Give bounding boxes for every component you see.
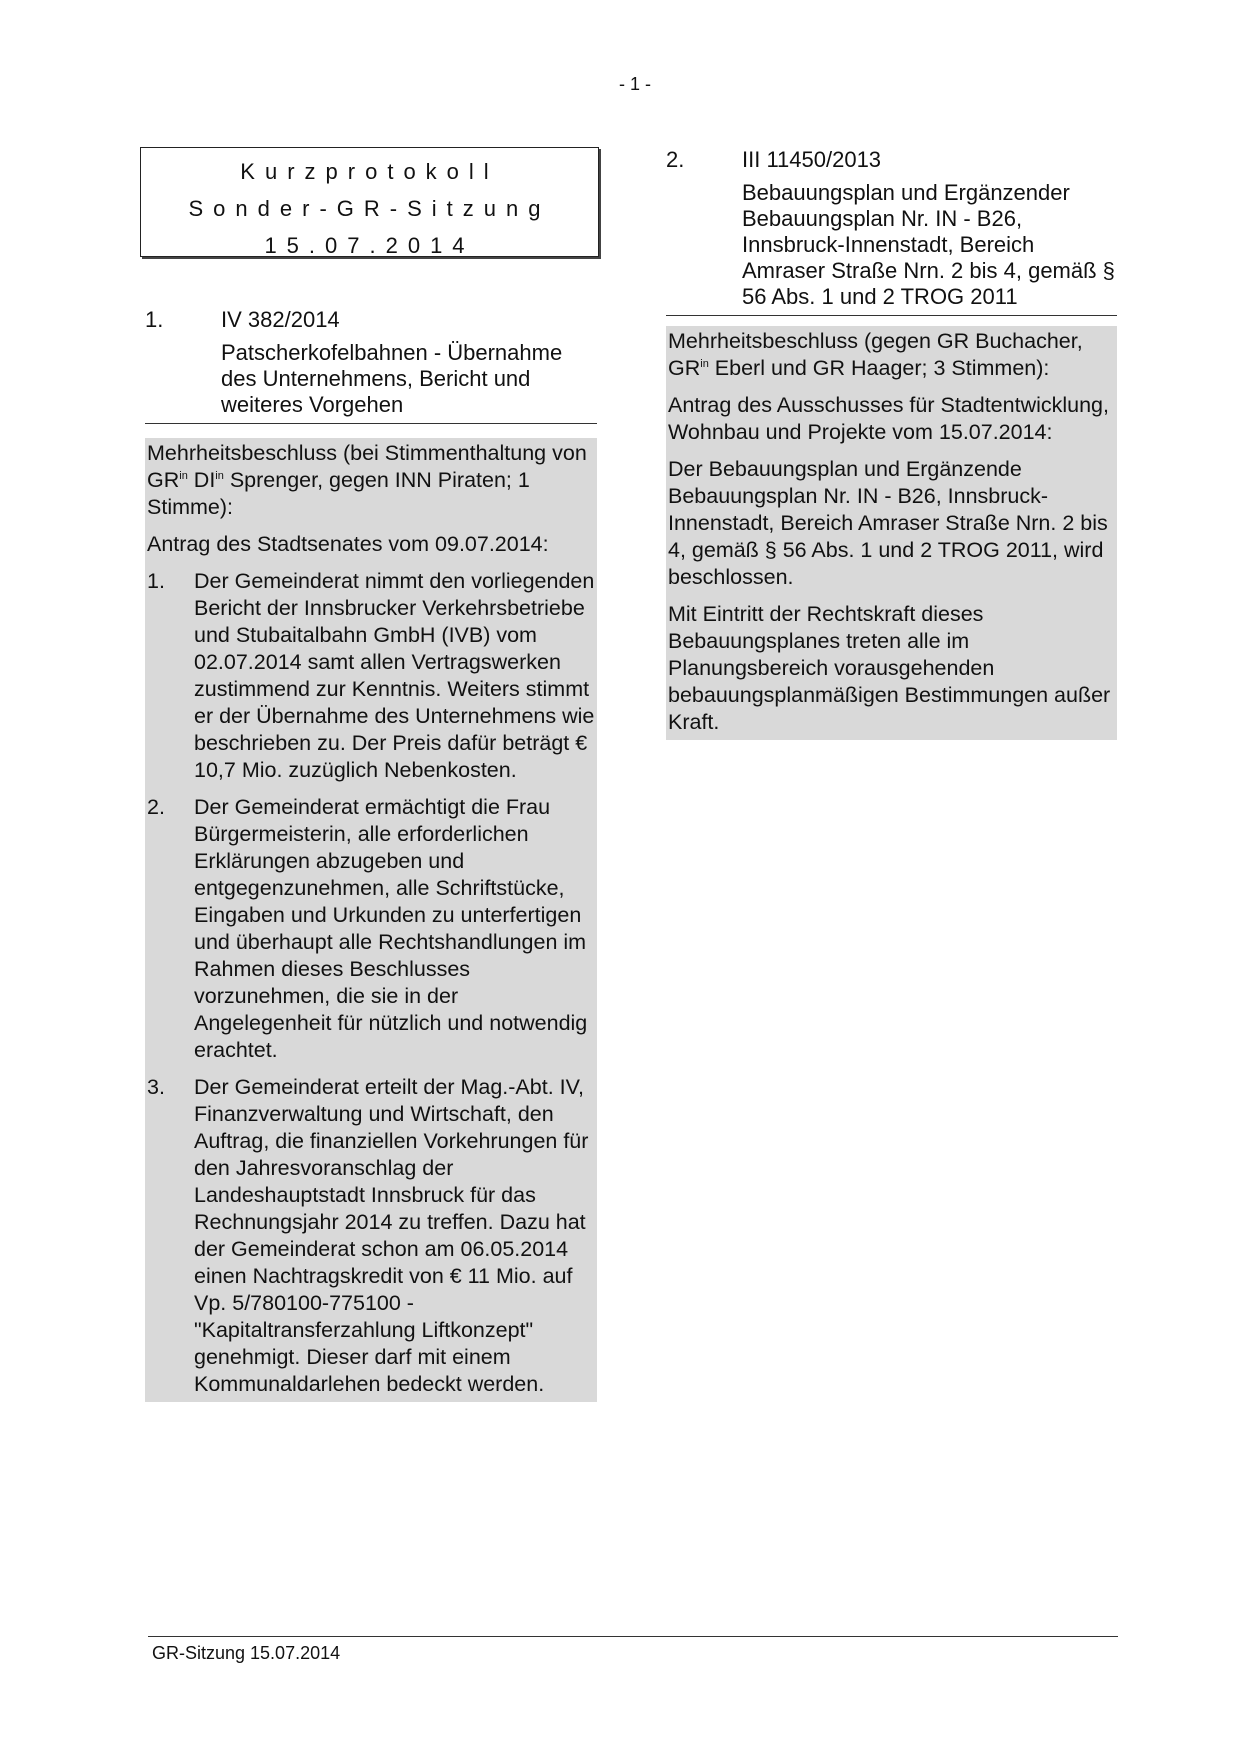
item-title: Patscherkofelbahnen - Übernahme des Unternehmens, Bericht und weiteres Vorgehen <box>221 340 563 417</box>
decision-text: Der Bebauungsplan und Ergänzende Bebauungsplan Nr. IN - B26, Innsbruck-Innenstadt, Bereich Amraser Straße Nrn. 2 bis 4, gemäß § 56 Abs. 1 und 2 TROG 2011, wird beschlossen. <box>668 457 1108 589</box>
footer-text: GR-Sitzung 15.07.2014 <box>152 1643 341 1663</box>
item-reference: IV 382/2014 <box>221 307 340 332</box>
footer-divider <box>148 1636 1118 1637</box>
divider <box>666 315 1117 316</box>
effect-text: Mit Eintritt der Rechtskraft dieses Bebauungsplanes treten alle im Planungsbereich vorausgehenden bebauungsplanmäßigen Bestimmungen außer Kraft. <box>668 602 1111 734</box>
item-title: Bebauungsplan und Ergänzender Bebauungsplan Nr. IN - B26, Innsbruck-Innenstadt, Bereich Amraser Straße Nrn. 2 bis 4, gemäß § 56 Abs. 1 und 2 TROG 2011 <box>742 180 1115 309</box>
list-item: 3. Der Gemeinderat erteilt der Mag.-Abt. IV, Finanzverwaltung und Wirtschaft, den Auftrag, die finanziellen Vorkehrungen für den Jahresvoranschlag der Landeshauptstadt Innsbruck für das Rechnungsjahr 2014 zu treffen. Dazu hat der Gemeinderat schon am 06.05.2014 einen Nachtragskredit von € 11 Mio. auf Vp. 5/780100-775100 - "Kapitaltransferzahlung Liftkonzept" genehmigt. Dieser darf mit einem Kommunaldarlehen bedeckt werden. <box>147 1075 589 1396</box>
divider <box>145 423 597 424</box>
item-number: 2. <box>666 147 685 172</box>
item-reference: III 11450/2013 <box>742 147 882 172</box>
agenda-item-2 <box>666 146 1117 740</box>
title-box <box>140 147 599 257</box>
motion-heading: Antrag des Stadtsenates vom 09.07.2014: <box>147 532 549 556</box>
list-item: 2. Der Gemeinderat ermächtigt die Frau Bürgermeisterin, alle erforderlichen Erklärungen abzugeben und entgegenzunehmen, alle Schriftstücke, Eingaben und Urkunden zu unterfertigen und überhaupt alle Rechtshandlungen im Rahmen dieses Beschlusses vorzunehmen, die sie in der Angelegenheit für nützlich und notwendig erachtet. <box>147 795 588 1062</box>
title-line-3: 15.07.2014 <box>264 233 475 258</box>
list-item: 1. Der Gemeinderat nimmt den vorliegenden Bericht der Innsbrucker Verkehrsbetriebe und Stubaitalbahn GmbH (IVB) vom 02.07.2014 samt allen Vertragswerken zustimmend zur Kenntnis. Weiters stimmt er der Übernahme des Unternehmens wie beschrieben zu. Der Preis dafür beträgt € 10,7 Mio. zuzüglich Nebenkosten. <box>147 569 595 782</box>
resolution-box <box>666 326 1117 740</box>
title-line-2: Sonder-GR-Sitzung <box>188 196 551 221</box>
agenda-item-1 <box>145 306 597 1402</box>
vote-result: Mehrheitsbeschluss (gegen GR Buchacher, $GR^{in}$ Eberl und GR Haager; 3 Stimmen): <box>668 329 1083 380</box>
motion-heading: Antrag des Ausschusses für Stadtentwicklung, Wohnbau und Projekte vom 15.07.2014: <box>668 393 1109 444</box>
vote-result: Mehrheitsbeschluss (bei Stimmenthaltung von $GR^{in}$ $DI^{in}$ Sprenger, gegen INN Piraten; 1 Stimme): <box>147 441 587 519</box>
resolution-box <box>145 438 597 1402</box>
item-number: 1. <box>145 307 164 332</box>
title-line-1: Kurzprotokoll <box>240 159 499 184</box>
page-number: - 1 - <box>618 74 651 94</box>
